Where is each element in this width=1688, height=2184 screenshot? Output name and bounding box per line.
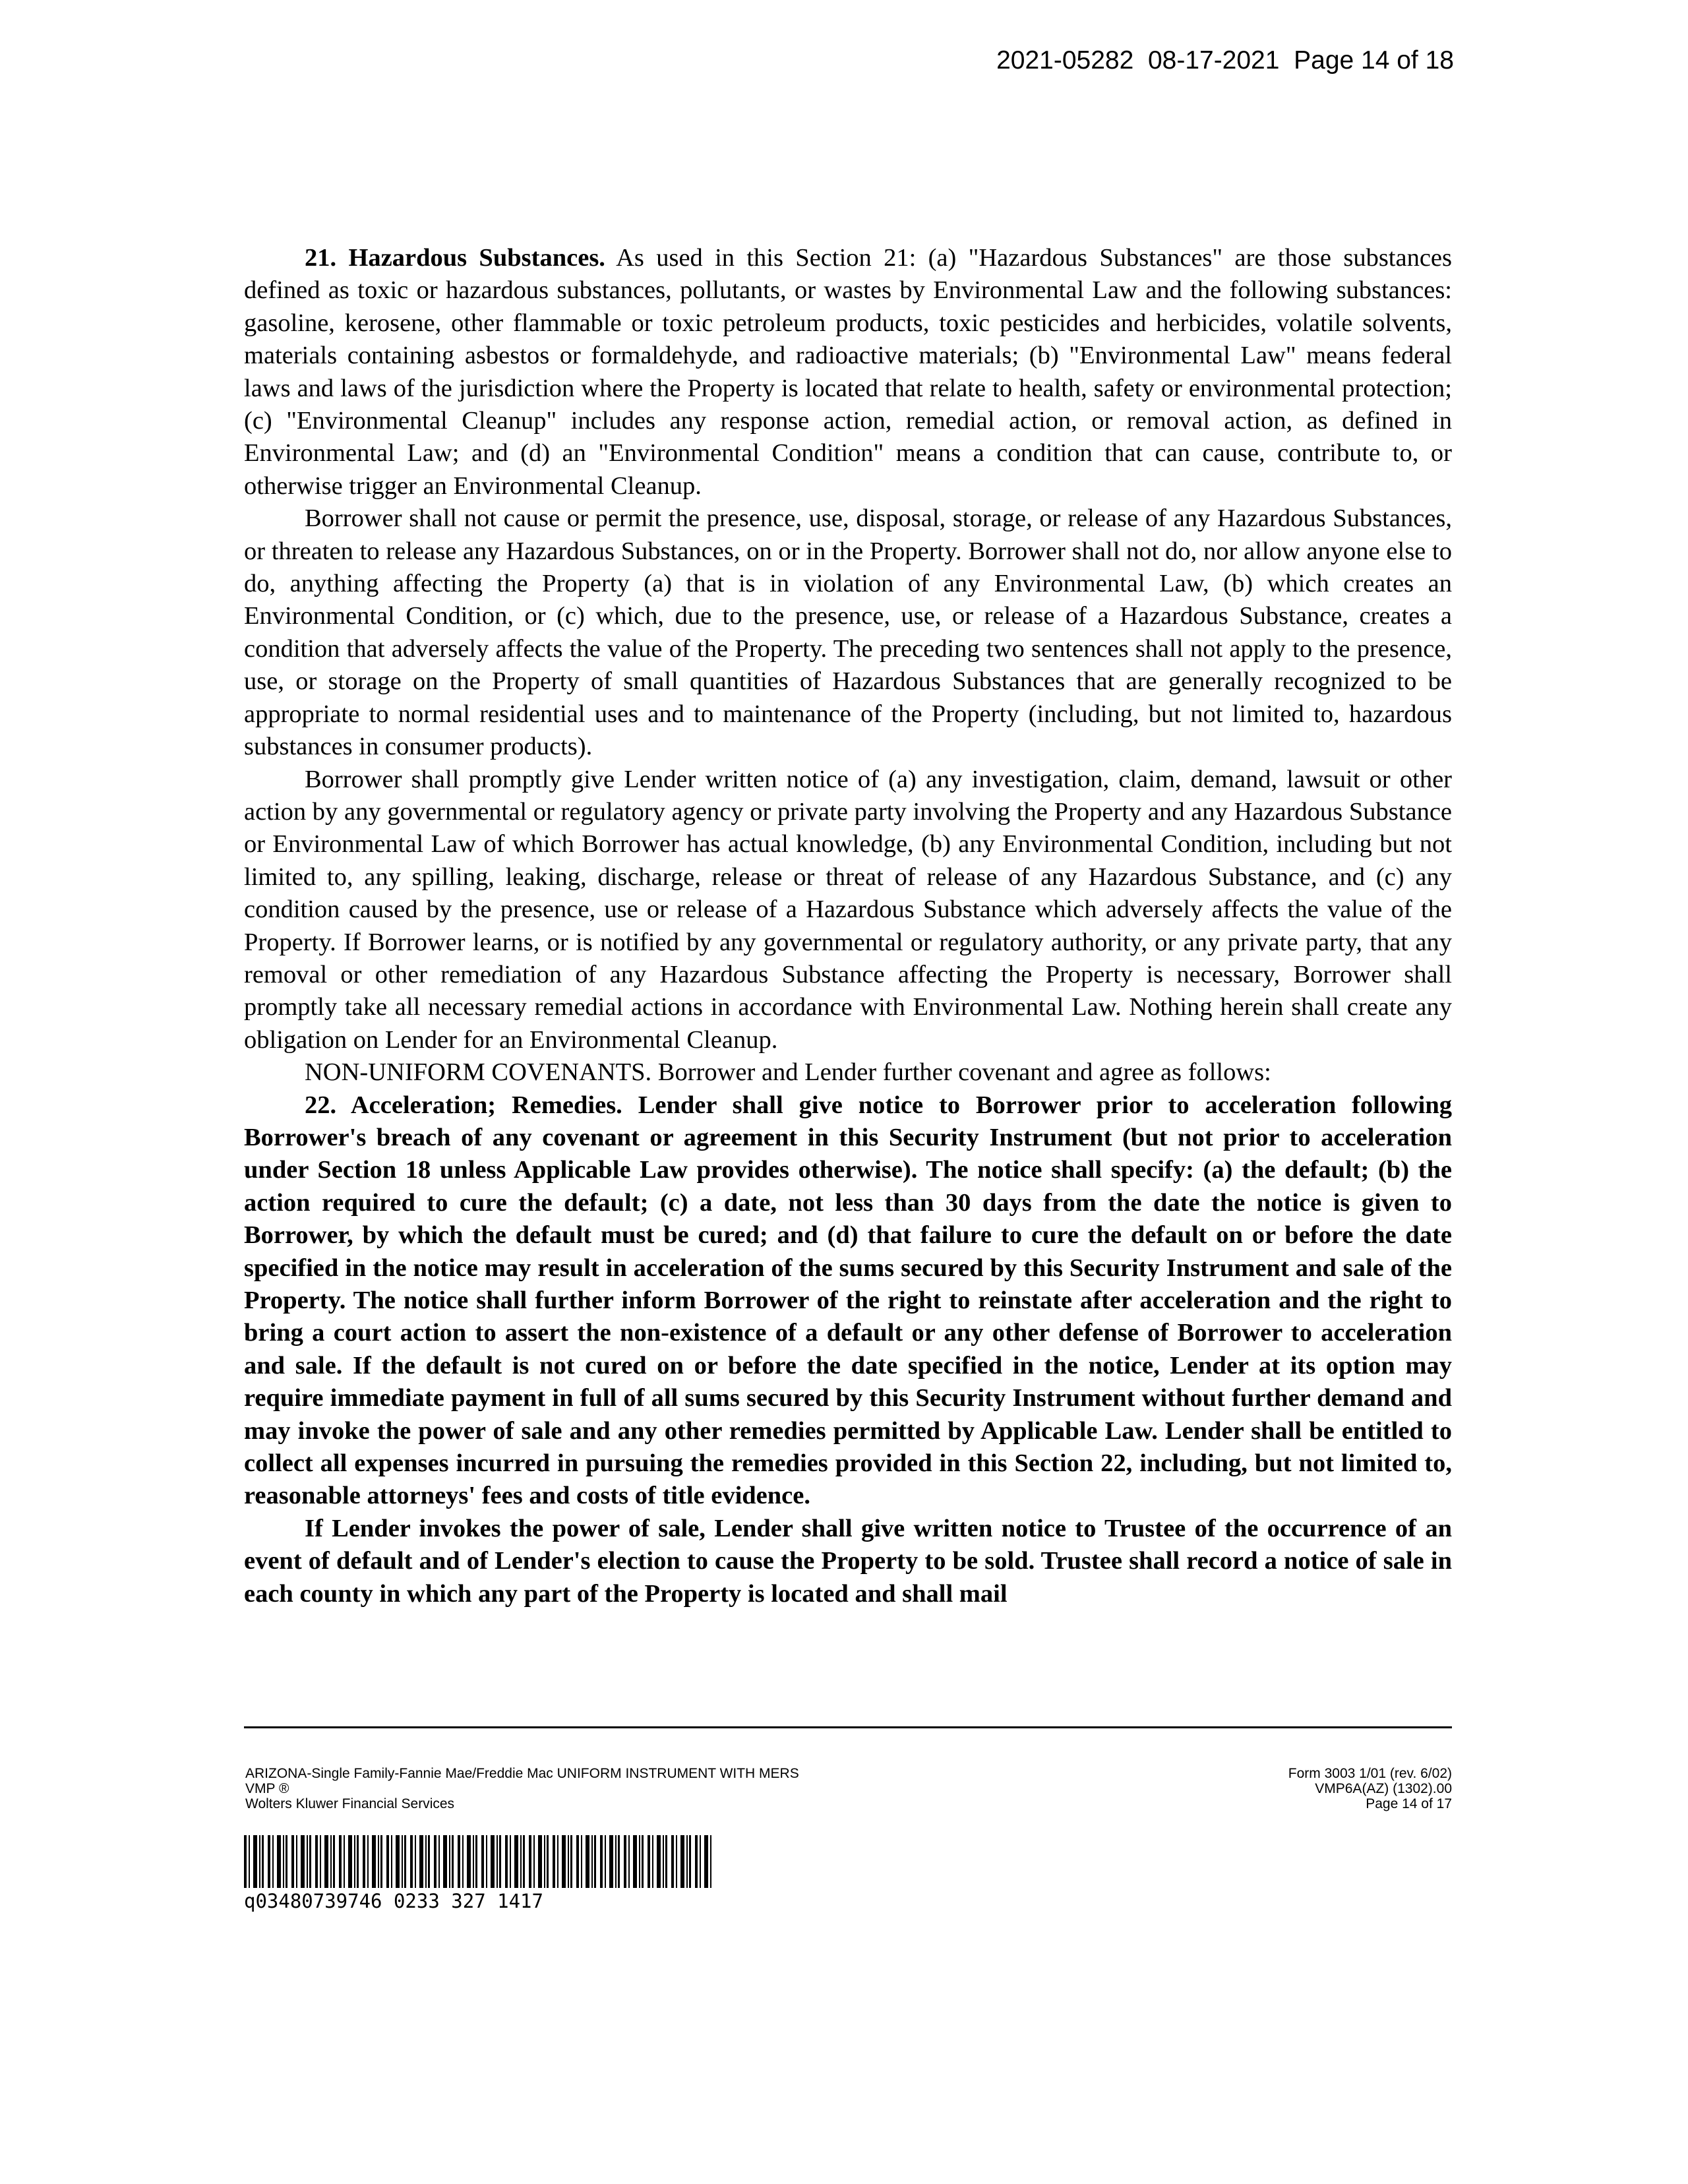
section-21-heading: 21. Hazardous Substances. [305,244,605,272]
footer-divider [244,1726,1452,1728]
section-21-text-1: As used in this Section 21: (a) "Hazardous Substances" are those substances defined as toxic or hazardous substances, pollutants, or wastes by Environmental Law and the following substances: gasoline, kerosene, other flammable or toxic petroleum products, toxic pesticides and herbicides, volatile solvents, materials containing asbestos or formaldehyde, and radioactive materials; (b) "Environmental Law" means federal laws and laws of the jurisdiction where the Property is located that relate to health, safety or environmental protection; (c) "Environmental Cleanup" includes any response action, remedial action, or removal action, as defined in Environmental Law; and (d) an "Environmental Condition" means a condition that can cause, contribute to, or otherwise trigger an Environmental Cleanup. [244,244,1452,500]
vmp-label: VMP ® [245,1781,289,1796]
section-21-paragraph-3: Borrower shall promptly give Lender written notice of (a) any investigation, claim, demand, lawsuit or other action by any governmental or regulatory agency or private party involving the Property and any Hazardous Substance or Environmental Law of which Borrower has actual knowledge, (b) any Environmental Condition, including but not limited to, any spilling, leaking, discharge, release or threat of release of any Hazardous Substance, and (c) any condition caused by the presence, use or release of a Hazardous Substance which adversely affects the value of the Property. If Borrower learns, or is notified by any governmental or regulatory authority, or any private party, that any removal or other remediation of any Hazardous Substance affecting the Property is necessary, Borrower shall promptly take all necessary remedial actions in accordance with Environmental Law. Nothing herein shall create any obligation on Lender for an Environmental Cleanup. [244,765,1452,1054]
barcode-number: q03480739746 0233 327 1417 [244,1890,543,1912]
vmp-code: VMP6A(AZ) (1302).00 [1315,1781,1452,1796]
footer-left [245,1766,799,1811]
form-title: ARIZONA-Single Family-Fannie Mae/Freddie Mac UNIFORM INSTRUMENT WITH MERS [245,1766,799,1781]
section-21-paragraph-1 [244,242,1452,502]
recording-header: 2021-05282 08-17-2021 Page 14 of 18 [996,46,1454,75]
barcode-image [244,1835,712,1888]
non-uniform-covenants: NON-UNIFORM COVENANTS. Borrower and Lender further covenant and agree as follows: [305,1058,1271,1087]
form-page-number: Page 14 of 17 [1366,1796,1452,1811]
section-22-paragraph-1: 22. Acceleration; Remedies. Lender shall give notice to Borrower prior to acceleration following Borrower's breach of any covenant or agreement in this Security Instrument (but not prior to acceleration under Section 18 unless Applicable Law provides otherwise). The notice shall specify: (a) the default; (b) the action required to cure the default; (c) a date, not less than 30 days from the date the notice is given to Borrower, by which the default must be cured; and (d) that failure to cure the default on or before the date specified in the notice may result in acceleration of the sums secured by this Security Instrument and sale of the Property. The notice shall further inform Borrower of the right to reinstate after acceleration and the right to bring a court action to assert the non-existence of a default or any other defense of Borrower to acceleration and sale. If the default is not cured on or before the date specified in the notice, Lender at its option may require immediate payment in full of all sums secured by this Security Instrument without further demand and may invoke the power of sale and any other remedies permitted by Applicable Law. Lender shall be entitled to collect all expenses incurred in pursuing the remedies provided in this Section 22, including, but not limited to, reasonable attorneys' fees and costs of title evidence. [244,1091,1452,1510]
section-21-paragraph-2: Borrower shall not cause or permit the presence, use, disposal, storage, or release of any Hazardous Substances, or threaten to release any Hazardous Substances, on or in the Property. Borrower shall not do, nor allow anyone else to do, anything affecting the Property (a) that is in violation of any Environmental Law, (b) which creates an Environmental Condition, or (c) which, due to the presence, use, or release of a Hazardous Substance, creates a condition that adversely affects the value of the Property. The preceding two sentences shall not apply to the presence, use, or storage on the Property of small quantities of Hazardous Substances that are generally recognized to be appropriate to normal residential uses and to maintenance of the Property (including, but not limited to, hazardous substances in consumer products). [244,504,1452,761]
section-22-paragraph-2: If Lender invokes the power of sale, Lender shall give written notice to Trustee of the occurrence of an event of default and of Lender's election to cause the Property to be sold. Trustee shall record a notice of sale in each county in which any part of the Property is located and shall mail [244,1514,1452,1608]
document-body [244,242,1452,1610]
footer-right [1288,1766,1452,1811]
publisher-name: Wolters Kluwer Financial Services [245,1796,455,1811]
form-number: Form 3003 1/01 (rev. 6/02) [1288,1766,1452,1781]
